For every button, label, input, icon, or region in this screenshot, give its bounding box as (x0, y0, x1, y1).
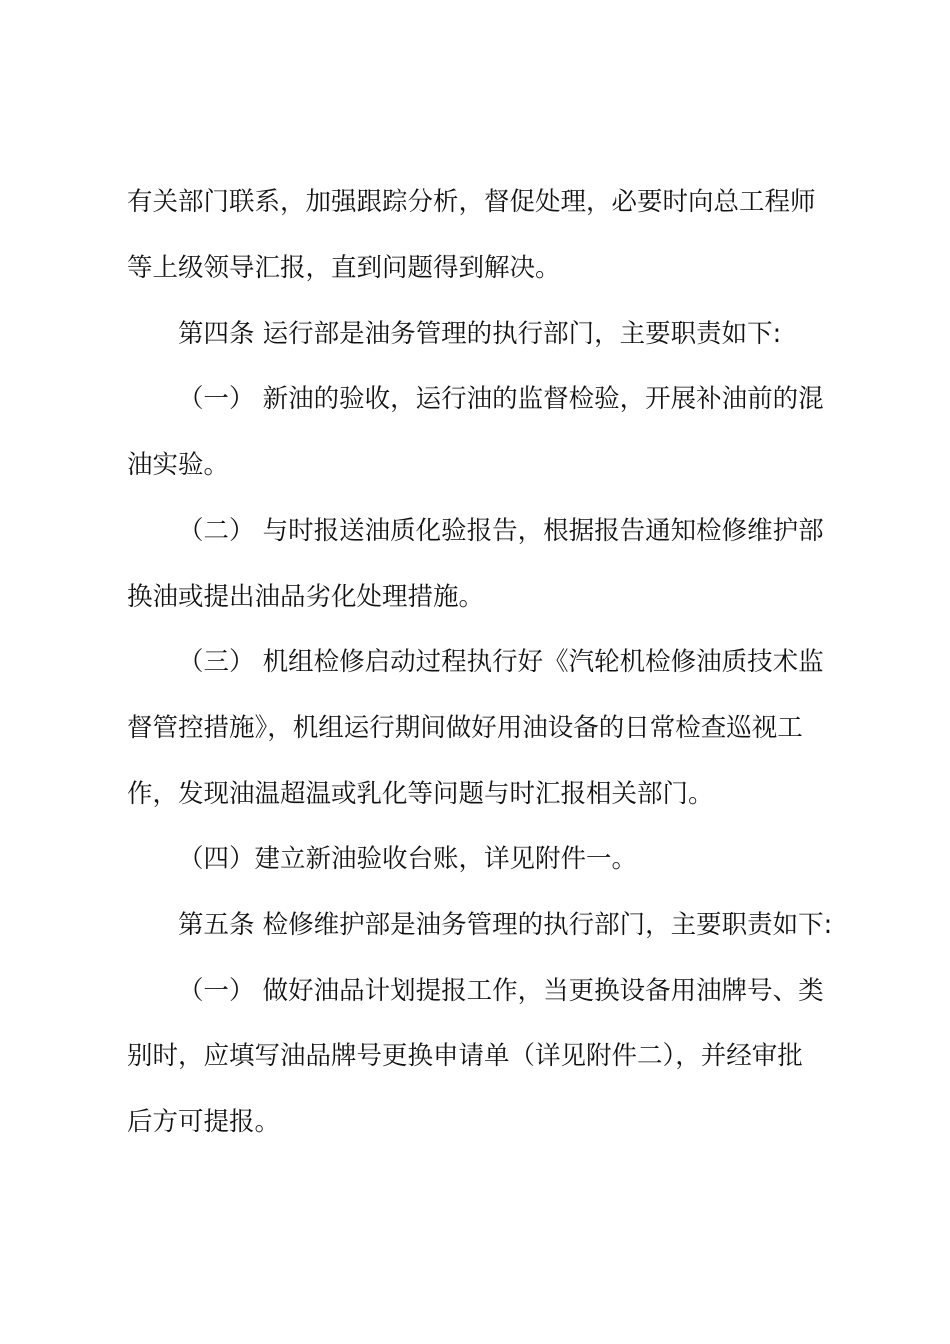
text-line: 督管控措施》，机组运行期间做好用油设备的日常检查巡视工 (127, 713, 803, 743)
article-heading: 第五条 检修维护部是油务管理的执行部门，主要职责如下: (178, 910, 833, 940)
list-item: （一） 新油的验收，运行油的监督检验，开展补油前的混 (178, 384, 824, 414)
list-item: （四）建立新油验收台账，详见附件一。 (178, 844, 638, 874)
text-line: 换油或提出油品劣化处理措施。 (127, 582, 485, 612)
text-line: 等上级领导汇报，直到问题得到解决。 (127, 253, 561, 283)
article-heading: 第四条 运行部是油务管理的执行部门，主要职责如下: (178, 319, 782, 349)
list-item: （二） 与时报送油质化验报告，根据报告通知检修维护部 (178, 516, 824, 546)
text-line: 有关部门联系，加强跟踪分析，督促处理，必要时向总工程师 (127, 187, 816, 217)
list-item: （一） 做好油品计划提报工作，当更换设备用油牌号、类 (178, 976, 824, 1006)
text-line: 油实验。 (127, 450, 230, 480)
text-line: 后方可提报。 (127, 1107, 281, 1137)
text-line: 别时，应填写油品牌号更换申请单（详见附件二），并经审批 (127, 1041, 803, 1071)
list-item: （三） 机组检修启动过程执行好《汽轮机检修油质技术监 (178, 647, 824, 677)
text-line: 作，发现油温超温或乳化等问题与时汇报相关部门。 (127, 779, 714, 809)
